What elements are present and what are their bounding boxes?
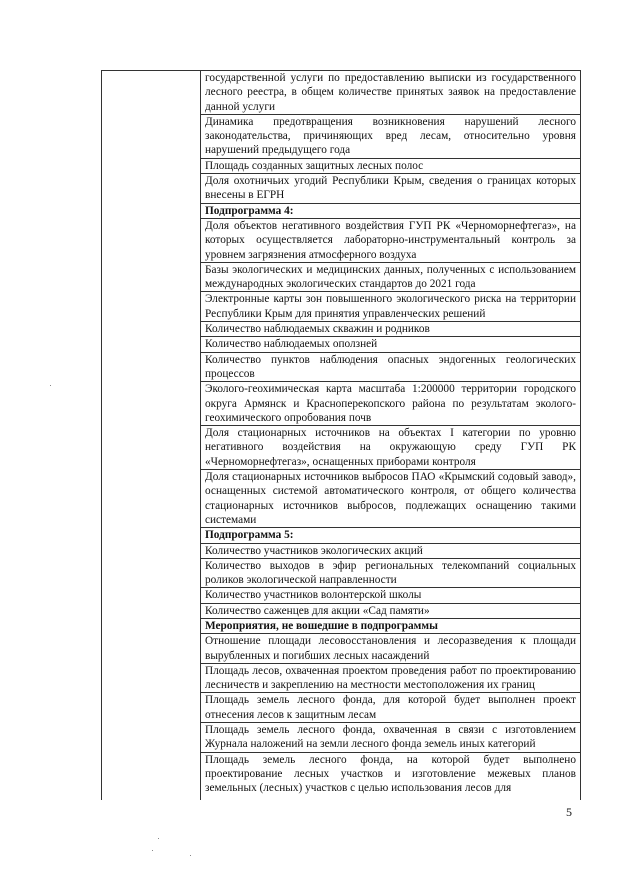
subprogram-heading: Подпрограмма 4: bbox=[201, 204, 580, 219]
table-row: Количество пунктов наблюдения опасных эндогенных геологических процессов bbox=[201, 353, 580, 383]
table-row: Количество саженцев для акции «Сад памяти» bbox=[201, 604, 580, 619]
table-row: Количество наблюдаемых оползней bbox=[201, 337, 580, 352]
section-heading: Мероприятия, не вошедшие в подпрограммы bbox=[201, 619, 580, 634]
scan-speck bbox=[158, 838, 159, 839]
table-row: Количество участников волонтерской школы bbox=[201, 588, 580, 603]
indicators-table bbox=[101, 70, 581, 800]
table-left-column bbox=[102, 71, 201, 800]
table-row: Доля стационарных источников на объектах I категории по уровню негативного воздействия на окружающую среду ГУП РК «Черноморнефтегаз», оснащенных приборами контроля bbox=[201, 426, 580, 470]
scan-speck bbox=[190, 855, 191, 856]
table-right-column bbox=[201, 71, 580, 800]
table-row: Количество наблюдаемых скважин и родников bbox=[201, 322, 580, 337]
table-row: Эколого-геохимическая карта масштаба 1:200000 территории городского округа Армянск и Красноперекопского района по результатам эколого-геохимического опробования почв bbox=[201, 382, 580, 426]
table-row: Динамика предотвращения возникновения нарушений лесного законодательства, причиняющих вред лесам, относительно уровня нарушений предыдущего года bbox=[201, 115, 580, 159]
table-row: Доля охотничьих угодий Республики Крым, сведения о границах которых внесены в ЕГРН bbox=[201, 174, 580, 204]
table-row: Отношение площади лесовосстановления и лесоразведения к площади вырубленных и погибших лесных насаждений bbox=[201, 634, 580, 664]
page-number: 5 bbox=[566, 805, 572, 819]
table-row: Электронные карты зон повышенного экологического риска на территории Республики Крым для принятия управленческих решений bbox=[201, 292, 580, 322]
table-row: Доля стационарных источников выбросов ПАО «Крымский содовый завод», оснащенных системой автоматического контроля, от общего количества стационарных источников выбросов, подлежащих оснащению такими системами bbox=[201, 470, 580, 528]
table-row: Площадь земель лесного фонда, на которой будет выполнено проектирование лесных участков и изготовление межевых планов земельных (лесных) участков с целью использования лесов для bbox=[205, 753, 576, 795]
table-row: Площадь земель лесного фонда, охваченная в связи с изготовлением Журнала наложений на земли лесного фонда земель иных категорий bbox=[201, 723, 580, 753]
table-row: Базы экологических и медицинских данных, полученных с использованием международных экологических стандартов до 2021 года bbox=[201, 263, 580, 293]
table-row: Площадь лесов, охваченная проектом проведения работ по проектированию лесничеств и закреплению на местности местоположения их границ bbox=[201, 664, 580, 694]
table-row: Количество участников экологических акций bbox=[201, 544, 580, 559]
table-row: государственной услуги по предоставлению выписки из государственного лесного реестра, в общем количестве принятых заявок на предоставление данной услуги bbox=[201, 71, 580, 115]
scan-speck bbox=[50, 385, 51, 386]
subprogram-heading: Подпрограмма 5: bbox=[201, 528, 580, 543]
table-row: Количество выходов в эфир региональных телекомпаний социальных роликов экологической направленности bbox=[201, 559, 580, 589]
table-row: Площадь созданных защитных лесных полос bbox=[201, 159, 580, 174]
table-row: Площадь земель лесного фонда, для которой будет выполнен проект отнесения лесов к защитным лесам bbox=[201, 693, 580, 723]
scan-speck bbox=[152, 850, 153, 851]
table-row: Доля объектов негативного воздействия ГУП РК «Черноморнефтегаз», на которых осуществляется лабораторно-инструментальный контроль за уровнем загрязнения атмосферного воздуха bbox=[201, 219, 580, 263]
